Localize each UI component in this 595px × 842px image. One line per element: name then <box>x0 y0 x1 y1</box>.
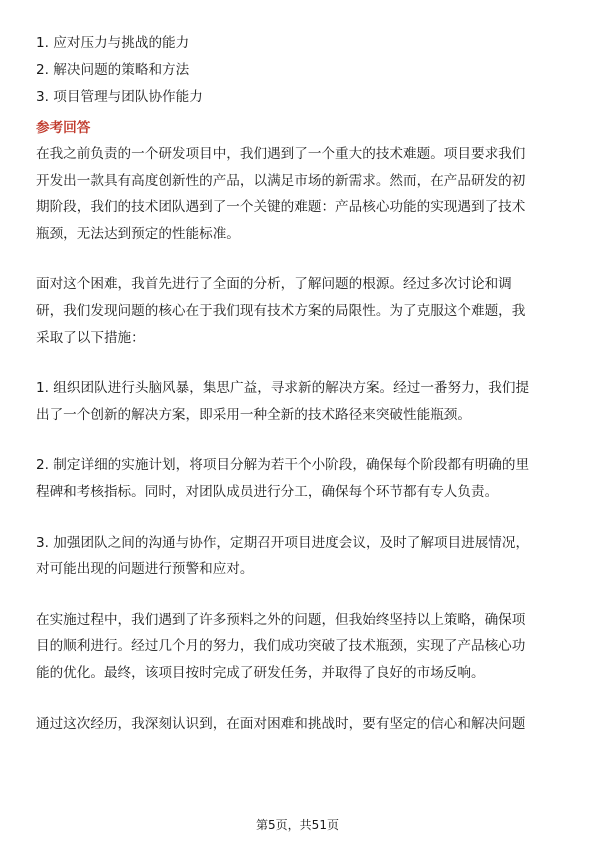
document-page <box>36 30 566 761</box>
answer-paragraph <box>36 271 566 351</box>
paragraph-line: 采取了以下措施： <box>36 329 145 346</box>
answer-paragraph <box>36 141 566 247</box>
paragraph-line: 1. 组织团队进行头脑风暴，集思广益，寻求新的解决方案。经过一番努力，我们提 <box>36 380 530 397</box>
answer-paragraph <box>36 711 566 738</box>
topic-list-item: 3. 项目管理与团队协作能力 <box>36 89 203 105</box>
paragraph-line: 期阶段，我们的技术团队遇到了一个关键的难题：产品核心功能的实现遇到了技术 <box>36 199 526 216</box>
paragraph-line: 在实施过程中，我们遇到了许多预料之外的问题，但我始终坚持以上策略，确保项 <box>36 611 526 628</box>
paragraph-line: 开发出一款具有高度创新性的产品，以满足市场的新需求。然而，在产品研发的初 <box>36 172 526 189</box>
paragraph-line: 对可能出现的问题进行预警和应对。 <box>36 561 254 578</box>
paragraph-line: 能的优化。最终，该项目按时完成了研发任务，并取得了良好的市场反响。 <box>36 664 485 681</box>
answer-heading: 参考回答 <box>36 120 91 136</box>
topic-list-item: 1. 应对压力与挑战的能力 <box>36 35 190 51</box>
paragraph-line: 目的顺利进行。经过几个月的努力，我们成功突破了技术瓶颈，实现了产品核心功 <box>36 638 526 655</box>
paragraph-line: 3. 加强团队之间的沟通与协作，定期召开项目进度会议，及时了解项目进展情况， <box>36 534 530 551</box>
paragraph-line: 研，我们发现问题的核心在于我们现有技术方案的局限性。为了克服这个难题，我 <box>36 302 526 319</box>
answer-paragraph <box>36 607 566 687</box>
answer-paragraph <box>36 530 566 583</box>
answer-paragraph <box>36 452 566 505</box>
paragraph-line: 程碑和考核指标。同时，对团队成员进行分工，确保每个环节都有专人负责。 <box>36 483 499 500</box>
paragraph-line: 面对这个困难，我首先进行了全面的分析，了解问题的根源。经过多次讨论和调 <box>36 276 512 293</box>
answer-paragraph <box>36 375 566 428</box>
topic-list-item: 2. 解决问题的策略和方法 <box>36 62 190 78</box>
page-number-footer: 第5页，共51页 <box>256 818 339 832</box>
paragraph-line: 通过这次经历，我深刻认识到，在面对困难和挑战时，要有坚定的信心和解决问题 <box>36 715 526 732</box>
paragraph-line: 出了一个创新的解决方案，即采用一种全新的技术路径来突破性能瓶颈。 <box>36 406 471 423</box>
paragraph-line: 在我之前负责的一个研发项目中，我们遇到了一个重大的技术难题。项目要求我们 <box>36 146 526 162</box>
topic-list <box>36 30 566 111</box>
paragraph-line: 2. 制定详细的实施计划，将项目分解为若干个小阶段，确保每个阶段都有明确的里 <box>36 457 530 474</box>
paragraph-line: 瓶颈，无法达到预定的性能标准。 <box>36 225 240 242</box>
